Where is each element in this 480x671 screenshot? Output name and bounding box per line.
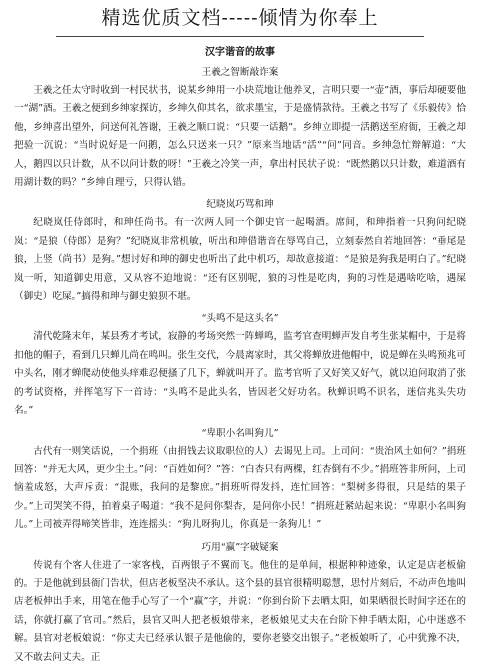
story-title: “卑职小名叫狗儿” [201, 427, 279, 439]
story-title: 纪晓岚巧骂和珅 [206, 199, 274, 211]
story-title: 王羲之智断敲诈案 [201, 67, 279, 78]
page-banner: 精选优质文档-----倾情为你奉上 [101, 7, 379, 29]
story-paragraph: 王羲之任太守时收到一村民状书，说某乡绅用一小块荒地让他养叉，言明只要一“壶”酒，事后却硬要他一“湖”酒。王羲之便到乡绅家探访，乡绅久仰其名，欲求墨宝，于是盛情款待。王羲之书写了《乐毅传》恰他，乡绅喜出望外，问送何礼答谢，王羲之顺口说：“只要一话鹅”。乡绅立即提一活鹅送至府衙，王羲之却把验一沉说：“当时说好是一问鹅，怎么只送来一只？”原来当地话“活”“问”同音。乡绅急忙辩解道：“大人，鹅四以只计数，从不以问计数的呀！”王羲之冷笑一声，拿出村民状子说：“既然鹅以只计数，难道酒有用湖计数的吗？”乡绅自理亏，只得认错。 [14, 85, 466, 189]
story-paragraph: 传说有个客人住进了一家客栈，百两银子不翼而飞。他住的是单间，根据种种迹象，认定是店老板偷的。于是他就到县衙门告状，但店老板坚决不承认。这个县的县官很精明聪慧，思忖片刻后，不动声色地叫店老板伸出手来，用笔在他手心写了一个“赢”字，并说：“你到台阶下去晒太阳，如果晒很长时间字还在的话，你就打赢了官司。”然后，县官又叫人把老板娘带来，老板娘见丈夫在台阶下伸手晒太阳，心中迷惑不解。县官对老板娘说：“你丈夫已经承认银子是他偷的，要你老婆交出银子。”老板娘听了，心中犹豫不决，又不敢去问丈夫。正 [14, 559, 466, 663]
document-title: 汉字谐音的故事 [205, 47, 275, 58]
story-paragraph: 纪晓岚任侍郎时，和珅任尚书。有一次两人同一个御史官一起喝酒。席间，和珅指着一只狗问纪晓岚：“是狼（侍郎）是狗？”纪晓岚非常机敏，听出和珅借谐音在辱骂自己，立刻泰然自若地回答：“垂尾是狼，上竖（尚书）是狗。”想讨好和珅的御史也听出了此中机巧，却故意接道：“是狼是狗我是明白了。”纪晓岚一听，知道御史用意，又从容不迫地说：“还有区别呢，狼的习性是吃肉，狗的习性是遇啥吃啥，遇屎（御史）吃屎。”搞得和珅与御史狼狈不堪。 [14, 217, 466, 303]
story-section [14, 425, 466, 535]
story-section [14, 539, 466, 667]
story-section [14, 310, 466, 420]
story-section [14, 64, 466, 192]
story-paragraph: 古代有一则笑话说，一个捐班（由捐钱去议取职位的人）去谒见上司。上司问：“贵治风土如何？”捐班回答：“并无大风，更少尘土。”问：“百姓如何？”答：“白杏只有两棵，红杏倒有不少。”捐班答非所问，上司恼羞成怒，大声斥责：“混账，我问的是黎庶。”捐班听得发抖，连忙回答：“梨树多得很，只是结的果子少。”上司哭笑不得，拍着桌子喝道：“我不是问你梨杏，是问你小民！”捐班赶紧站起来说：“卑职小名叫狗儿。”上司被弄得啼笑皆非，连连摇头：“狗儿呀狗儿，你真是一条狗儿！” [14, 445, 466, 531]
banner-divider [56, 36, 424, 37]
document-body [14, 40, 466, 671]
story-paragraph: 清代乾隆末年，某县秀才考试，寂静的考场突然一阵蝉鸣，监考官查明蝉声发自考生张某帽中，于是将扣他的帽子，看到几只蝉儿尚在鸣叫。张生交代，今晨离家时，其父将蝉放进他帽中，说是蝉在头鸣预兆可中头名，刚才蝉爬动使他头痒难忍便搔了几下，蝉就叫开了。监考官听了又好笑又好气，就以迫问取消了张的考试资格，并挥笔写下一首诗：“头鸣不是此头名，皆因老父好功名。秋蝉识鸣不识名，迷信兆头失功名。” [14, 331, 466, 417]
story-title: 巧用“赢”字破疑案 [201, 541, 279, 553]
story-section [14, 196, 466, 306]
story-title: “头鸣不是这头名” [201, 313, 279, 325]
